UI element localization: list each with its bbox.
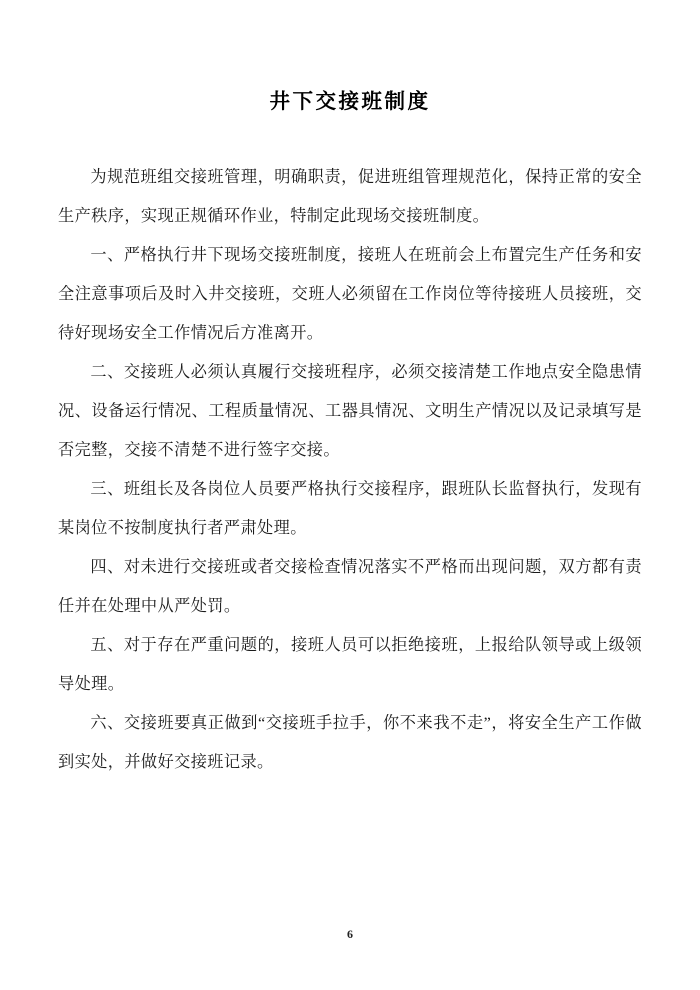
paragraph-item-5: 五、对于存在严重问题的，接班人员可以拒绝接班，上报给队领导或上级领导处理。: [58, 636, 642, 693]
paragraph-intro: 为规范班组交接班管理，明确职责，促进班组管理规范化，保持正常的安全生产秩序，实现正规循环作业，特制定此现场交接班制度。: [58, 168, 642, 225]
paragraph-item-6: 六、交接班要真正做到“交接班手拉手，你不来我不走”，将安全生产工作做到实处，并做好交接班记录。: [58, 714, 642, 771]
page-number: 6: [347, 927, 353, 941]
paragraph-item-3: 三、班组长及各岗位人员要严格执行交接程序，跟班队长监督执行，发现有某岗位不按制度执行者严肃处理。: [58, 480, 642, 537]
paragraph-item-1: 一、严格执行井下现场交接班制度，接班人在班前会上布置完生产任务和安全注意事项后及时入井交接班，交班人必须留在工作岗位等待接班人员接班，交待好现场安全工作情况后方准离开。: [58, 246, 642, 342]
page-title: 井下交接班制度: [269, 91, 431, 113]
document-body: [58, 158, 642, 782]
paragraph-item-2: 二、交接班人必须认真履行交接班程序，必须交接清楚工作地点安全隐患情况、设备运行情况、工程质量情况、工器具情况、文明生产情况以及记录填写是否完整，交接不清楚不进行签字交接。: [58, 363, 642, 459]
paragraph-item-4: 四、对未进行交接班或者交接检查情况落实不严格而出现问题，双方都有责任并在处理中从严处罚。: [58, 558, 642, 615]
